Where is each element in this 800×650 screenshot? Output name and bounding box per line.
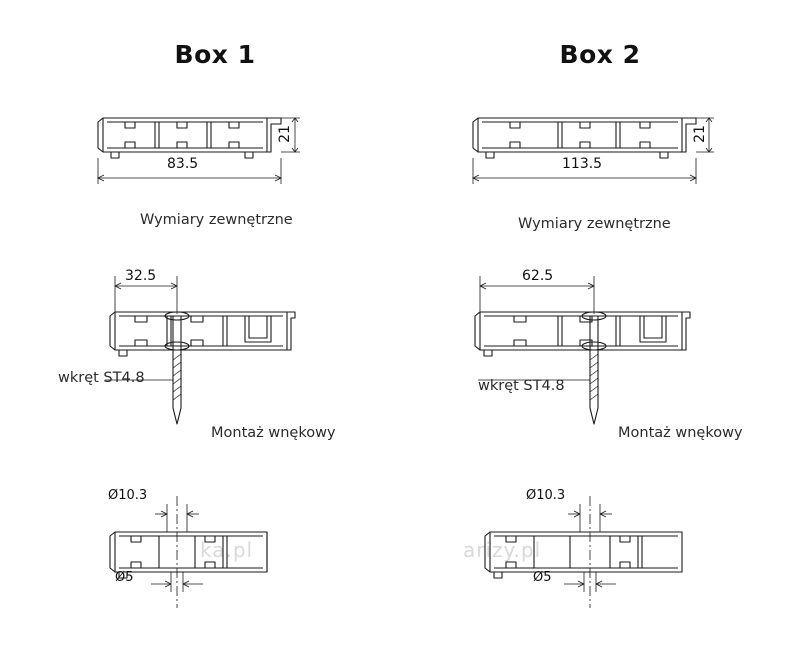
box1-outer-dimensions-figure (95, 108, 315, 203)
column-title-box1: Box 1 (174, 40, 256, 69)
box1-recess-mounting-caption: Montaż wnękowy (211, 425, 336, 441)
box2-top-hole-dimension: Ø10.3 (526, 488, 566, 503)
box2-height-dimension: 21 (691, 125, 708, 143)
box2-profile-section-mounting (470, 268, 720, 448)
box2-bottom-hole-dimension: Ø5 (533, 570, 552, 585)
box1-offset-dimension: 32.5 (125, 268, 157, 284)
box2-width-dimension: 113.5 (562, 156, 603, 172)
box1-top-hole-dimension: Ø10.3 (108, 488, 148, 503)
box1-bottom-hole-dimension: Ø5 (115, 570, 134, 585)
box2-outer-dimensions-figure (470, 108, 720, 203)
box1-profile-section-outer (95, 108, 315, 203)
box1-outer-dimensions-caption: Wymiary zewnętrzne (140, 212, 293, 228)
box1-profile-section-mounting (95, 268, 325, 448)
box2-recess-mounting-caption: Montaż wnękowy (618, 425, 743, 441)
box2-drill-holes-figure (470, 488, 720, 618)
watermark-right: arizy.pl (463, 538, 542, 562)
box2-offset-dimension: 62.5 (522, 268, 554, 284)
box1-height-dimension: 21 (276, 125, 293, 143)
watermark-left: ka.pl (200, 538, 254, 562)
box1-profile-section-holes (95, 488, 335, 618)
column-title-box2: Box 2 (559, 40, 641, 69)
box2-screw-label: wkręt ST4.8 (478, 378, 565, 394)
box2-recess-mounting-figure (470, 268, 720, 448)
box1-drill-holes-figure (95, 488, 335, 618)
box2-outer-dimensions-caption: Wymiary zewnętrzne (518, 216, 671, 232)
box2-profile-section-holes (470, 488, 720, 618)
box1-recess-mounting-figure (95, 268, 325, 448)
box1-screw-label: wkręt ST4.8 (58, 370, 145, 386)
box1-width-dimension: 83.5 (167, 156, 199, 172)
